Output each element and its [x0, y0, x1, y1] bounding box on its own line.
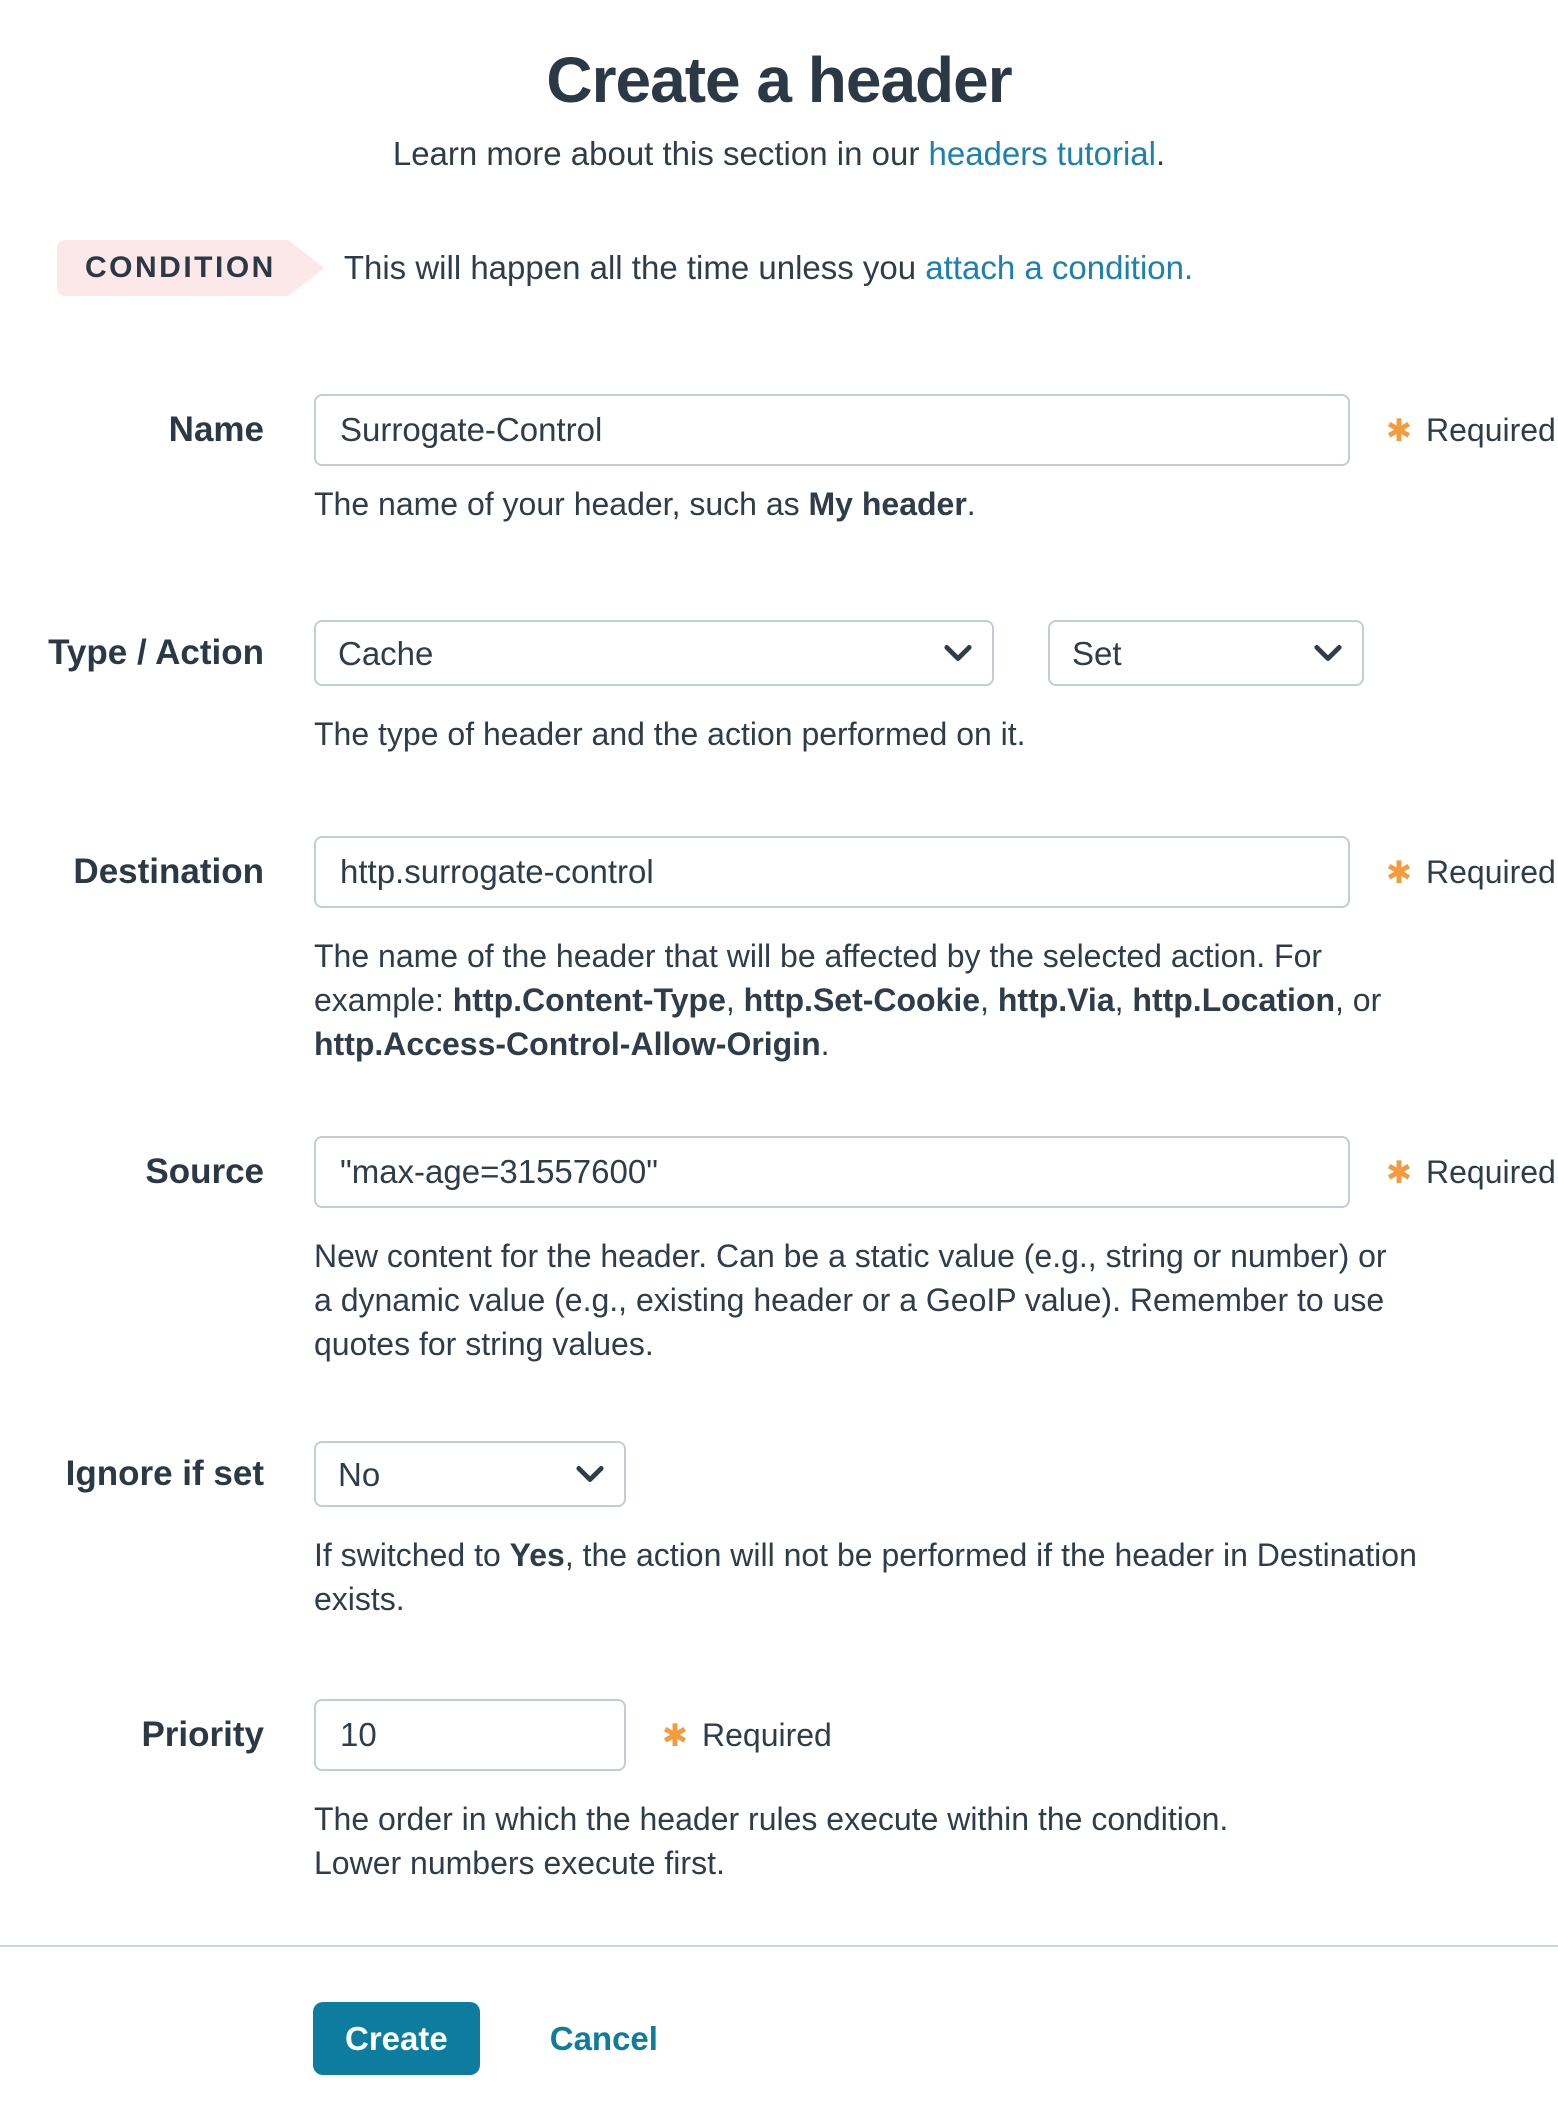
page-title: Create a header	[546, 44, 1012, 116]
type-select[interactable]	[314, 620, 994, 686]
name-input[interactable]	[314, 394, 1350, 466]
type-action-label: Type / Action	[48, 633, 264, 672]
required-asterisk-icon: ✱	[1386, 1154, 1412, 1190]
subtitle-text: Learn more about this section in our	[392, 135, 929, 172]
cancel-button[interactable]: Cancel	[549, 2019, 658, 2057]
required-asterisk-icon: ✱	[1386, 854, 1412, 890]
action-select[interactable]	[1048, 620, 1364, 686]
source-input[interactable]	[314, 1136, 1350, 1208]
field-row-name	[0, 394, 1558, 526]
priority-required-marker	[662, 1699, 832, 1771]
required-asterisk-icon: ✱	[1386, 412, 1412, 448]
footer-actions	[0, 1947, 1558, 2075]
page-subtitle	[0, 132, 1558, 176]
field-row-type-action	[0, 620, 1558, 756]
create-header-form	[0, 394, 1558, 1885]
source-label: Source	[145, 1152, 264, 1191]
required-label: Required	[1425, 411, 1556, 448]
priority-help-text: The order in which the header rules execute within the condition. Lower numbers execute first.	[314, 1801, 1229, 1881]
name-label: Name	[168, 410, 264, 449]
condition-text-prefix: This will happen all the time unless you	[343, 249, 926, 286]
required-label: Required	[1425, 1153, 1556, 1190]
required-asterisk-icon: ✱	[662, 1717, 688, 1753]
destination-label: Destination	[73, 852, 264, 891]
source-help-text: New content for the header. Can be a static value (e.g., string or number) or a dynamic value (e.g., existing header or a GeoIP value). Remember to use quotes for string values.	[314, 1238, 1387, 1362]
source-required-marker	[1386, 1136, 1556, 1208]
ignore-if-set-select[interactable]	[314, 1441, 626, 1507]
field-row-ignore-if-set	[0, 1441, 1558, 1621]
field-row-priority	[0, 1699, 1558, 1885]
priority-label: Priority	[141, 1715, 264, 1754]
name-help-text: The name of your header, such as My header.	[314, 486, 976, 522]
attach-condition-link[interactable]: attach a condition.	[925, 249, 1194, 286]
priority-input[interactable]	[314, 1699, 626, 1771]
condition-text	[344, 249, 1193, 287]
destination-help-text: The name of the header that will be affected by the selected action. For example: http.Content-Type, http.Set-Cookie, http.Via, http.Location, or http.Access-Control-Allow-Origin.	[314, 938, 1382, 1062]
field-row-source	[0, 1136, 1558, 1366]
field-row-destination	[0, 836, 1558, 1066]
create-button[interactable]: Create	[313, 2002, 480, 2075]
subtitle-period: .	[1155, 135, 1166, 172]
condition-badge	[57, 240, 288, 296]
ignore-if-set-label: Ignore if set	[65, 1454, 264, 1493]
name-required-marker	[1386, 394, 1556, 466]
condition-badge-label: CONDITION	[85, 251, 276, 284]
headers-tutorial-link[interactable]: headers tutorial	[928, 135, 1156, 172]
condition-badge-arrow-icon	[288, 240, 324, 296]
destination-required-marker	[1386, 836, 1556, 908]
required-label: Required	[701, 1716, 832, 1753]
condition-row	[57, 240, 1558, 296]
ignore-if-set-help-text: If switched to Yes, the action will not be performed if the header in Destination exists.	[314, 1537, 1417, 1617]
type-action-help-text: The type of header and the action performed on it.	[314, 716, 1026, 752]
required-label: Required	[1425, 853, 1556, 890]
destination-input[interactable]	[314, 836, 1350, 908]
